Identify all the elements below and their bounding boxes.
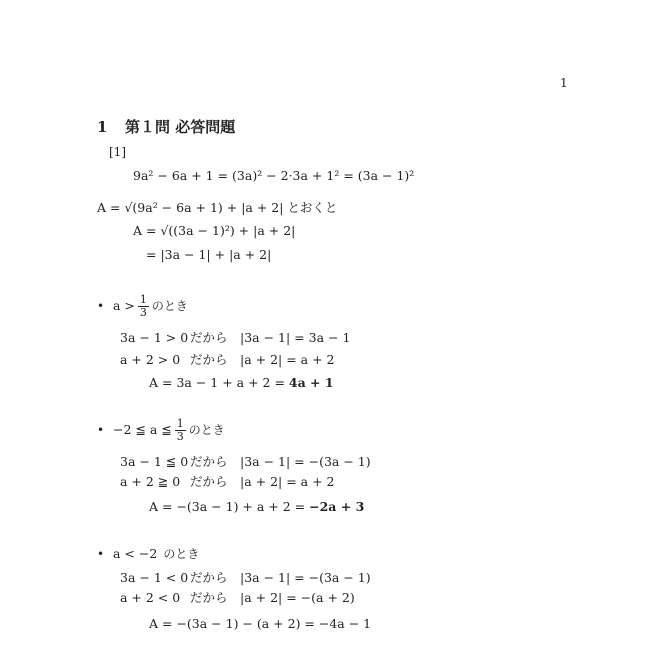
subsection-label: [1] [109, 145, 126, 159]
section-title: 第１問 必答問題 [125, 118, 236, 136]
definition-line: A = √(9a² − 6a + 1) + |a + 2| とおくと [97, 200, 338, 215]
case-3-conclusion: A = −(3a − 1) − (a + 2) = −4a − 1 [149, 616, 372, 631]
case-2-condition: • −2 ≦ a ≦ $\frac{1}{3}$ のとき [97, 417, 225, 443]
case-1-conclusion: A = 3a − 1 + a + 2 = 4a + 1 [149, 375, 334, 390]
section-number: 1 [97, 118, 108, 136]
bullet-icon: • [97, 423, 105, 437]
step-line-1: A = √((3a − 1)²) + |a + 2| [133, 223, 296, 238]
factor-line: 9a² − 6a + 1 = (3a)² − 2·3a + 1² = (3a − 1)² [133, 168, 415, 183]
section-heading [97, 116, 235, 137]
fraction: $\frac{1}{3}$ [176, 417, 184, 443]
step-line-2: = |3a − 1| + |a + 2| [146, 247, 272, 262]
bullet-icon: • [97, 547, 105, 561]
case-3-line-2: a + 2 < 0 だから |a + 2| = −(a + 2) [120, 590, 355, 605]
page-number: 1 [560, 76, 568, 90]
case-1-condition: • a > $\frac{1}{3}$ のとき [97, 293, 188, 319]
case-2-line-2: a + 2 ≧ 0 だから |a + 2| = a + 2 [120, 474, 335, 489]
case-2-conclusion: A = −(3a − 1) + a + 2 = −2a + 3 [149, 499, 365, 514]
case-3-condition: • a < −2 のとき [97, 546, 200, 561]
case-3-line-1: 3a − 1 < 0 だから |3a − 1| = −(3a − 1) [120, 570, 371, 585]
bullet-icon: • [97, 299, 105, 313]
case-2-line-1: 3a − 1 ≦ 0 だから |3a − 1| = −(3a − 1) [120, 454, 371, 469]
case-1-line-1: 3a − 1 > 0 だから |3a − 1| = 3a − 1 [120, 330, 351, 345]
case-1-line-2: a + 2 > 0 だから |a + 2| = a + 2 [120, 352, 335, 367]
fraction: $\frac{1}{3}$ [139, 293, 147, 319]
